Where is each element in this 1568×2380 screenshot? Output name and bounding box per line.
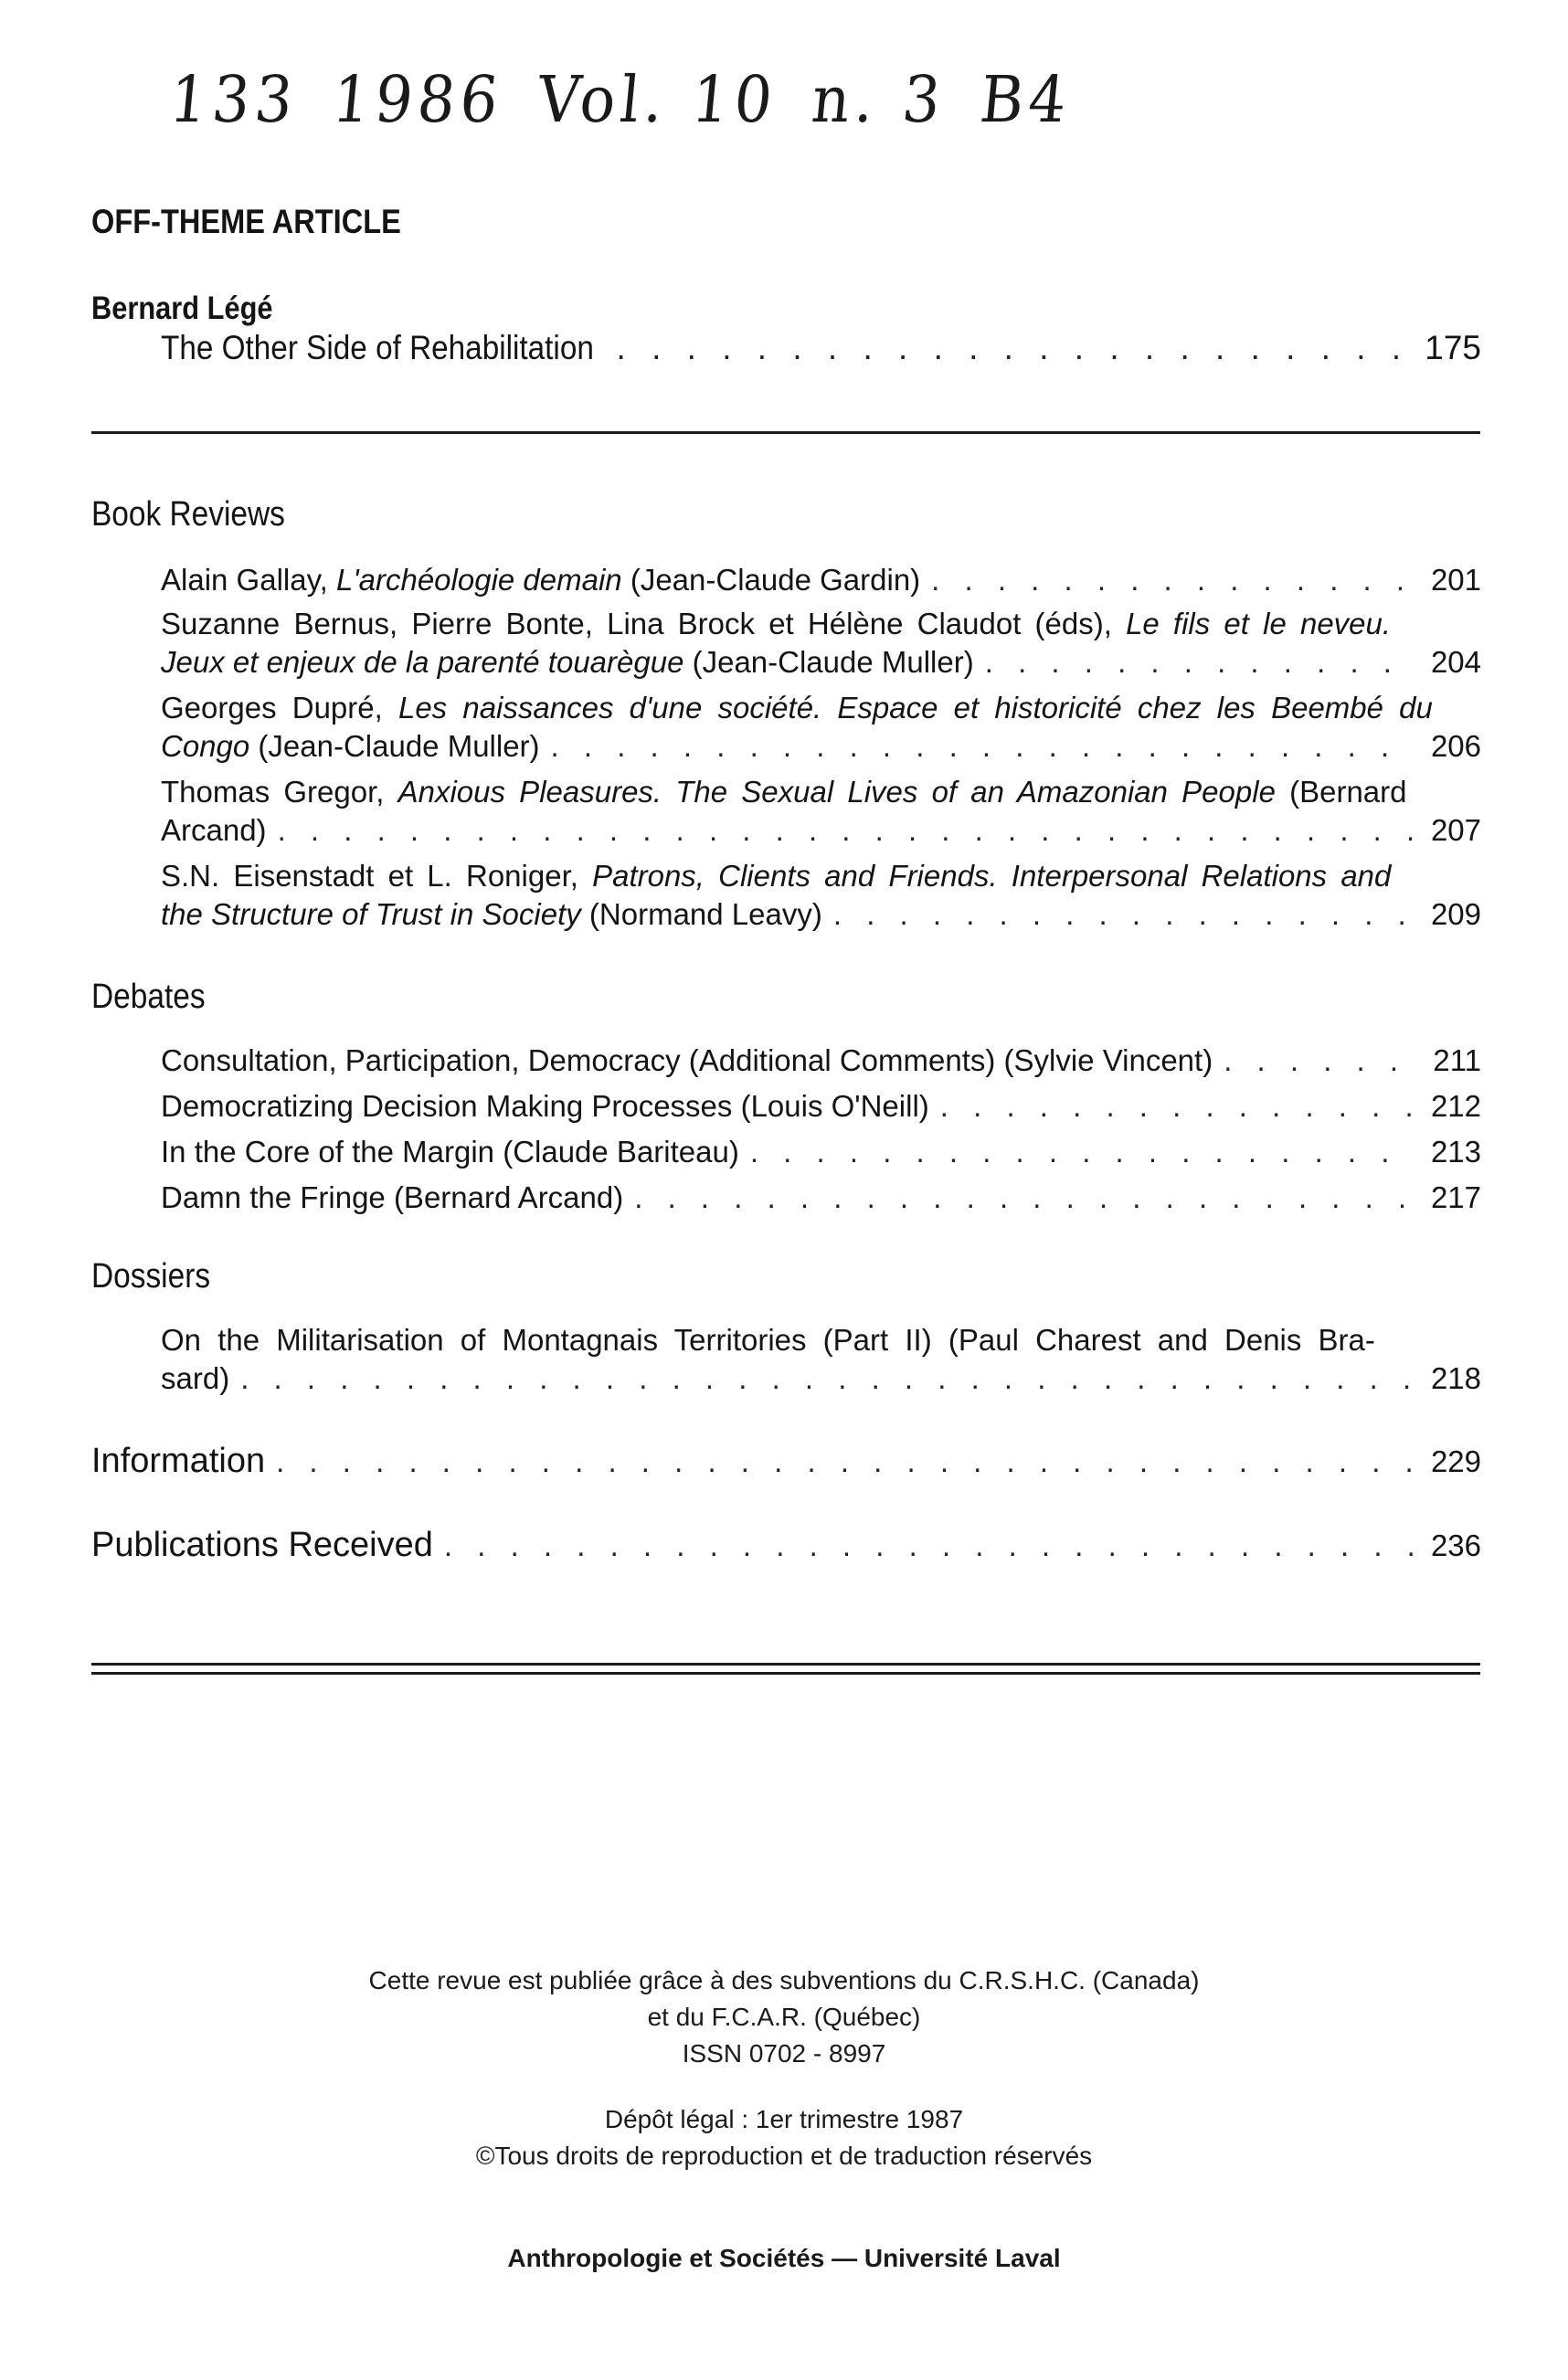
page-number: 204: [1430, 645, 1481, 679]
book-reviews-heading: Book Reviews: [91, 495, 285, 534]
review-reviewer: (Normand Leavy): [580, 897, 822, 931]
dossier-entry[interactable]: [161, 1321, 1481, 1398]
review-author: Georges Dupré,: [161, 691, 398, 725]
page-number: 211: [1433, 1043, 1481, 1077]
colophon-funding-2: et du F.C.A.R. (Québec): [647, 2003, 921, 2031]
publisher-name: Anthropologie et Sociétés — Université Laval: [507, 2244, 1061, 2272]
dossier-title: On the Militarisation of Montagnais Territories (Part II) (Paul Charest and Denis Bra-: [161, 1323, 1375, 1357]
dot-leader: [276, 1441, 1415, 1483]
dossiers-heading: Dossiers: [91, 1257, 211, 1296]
double-rule-top: [91, 1663, 1480, 1666]
dot-leader: [617, 329, 1413, 367]
off-theme-author: Bernard Légé: [91, 291, 273, 326]
handwritten-issue: n. 3: [808, 62, 949, 137]
debate-entry[interactable]: [161, 1042, 1481, 1080]
review-author: Suzanne Bernus, Pierre Bonte, Lina Brock et Hélène Claudot (éds),: [161, 607, 1127, 640]
debate-title: Democratizing Decision Making Processes (Louis O'Neill): [161, 1089, 929, 1123]
double-rule-bottom: [91, 1672, 1480, 1675]
review-book-title: Les naissances d'une société. Espace et historicité chez les Beembé du: [397, 691, 1433, 725]
dot-leader: [940, 1087, 1415, 1126]
review-reviewer: Arcand): [161, 813, 267, 847]
dot-leader: [444, 1525, 1415, 1567]
debate-entry[interactable]: [161, 1179, 1481, 1217]
page-number: 218: [1430, 1361, 1481, 1395]
review-author: Alain Gallay,: [161, 563, 336, 597]
information-heading: Information: [91, 1442, 266, 1480]
book-review-entry[interactable]: [161, 605, 1481, 682]
legal-deposit: [0, 2101, 1568, 2174]
review-book-title: Congo: [161, 729, 250, 763]
debate-entry[interactable]: [161, 1133, 1481, 1171]
dot-leader: [240, 1359, 1415, 1398]
handwritten-code: B4: [977, 62, 1075, 137]
review-reviewer: (Jean-Claude Gardin): [621, 563, 921, 597]
off-theme-title: The Other Side of Rehabilitation: [161, 329, 594, 366]
handwritten-note: [166, 62, 1110, 137]
book-review-entry[interactable]: [161, 857, 1481, 934]
book-review-entry[interactable]: [161, 773, 1481, 850]
review-reviewer: (Jean-Claude Muller): [683, 645, 974, 679]
publications-heading: Publications Received: [91, 1526, 433, 1564]
off-theme-heading: OFF-THEME ARTICLE: [91, 203, 401, 240]
book-review-entry[interactable]: [161, 689, 1481, 766]
handwritten-volume: Vol. 10: [534, 62, 781, 137]
handwritten-number: 133: [166, 62, 302, 137]
review-book-title: Patrons, Clients and Friends. Interpersonal Relations and: [592, 859, 1392, 893]
dot-leader: [278, 811, 1415, 850]
copyright-notice: ©Tous droits de reproduction et de traduction réservés: [475, 2142, 1093, 2170]
section-divider: [91, 431, 1480, 434]
dot-leader: [634, 1179, 1415, 1217]
debate-title: Consultation, Participation, Democracy (Additional Comments) (Sylvie Vincent): [161, 1043, 1213, 1077]
dot-leader: [750, 1133, 1415, 1171]
page-number: 213: [1430, 1135, 1481, 1169]
review-book-title: the Structure of Trust in Society: [161, 897, 581, 931]
review-book-title: Anxious Pleasures. The Sexual Lives of an Amazonian People: [397, 775, 1276, 809]
review-book-title: L'archéologie demain: [335, 563, 622, 597]
publications-entry[interactable]: [91, 1524, 1481, 1566]
book-review-entry[interactable]: [161, 561, 1481, 599]
page-number: 212: [1430, 1089, 1481, 1123]
page-number: 236: [1430, 1528, 1481, 1562]
review-book-title: Jeux et enjeux de la parenté touarègue: [161, 645, 684, 679]
page-number: 207: [1430, 813, 1481, 847]
page-number: 206: [1430, 729, 1481, 763]
dot-leader: [985, 643, 1415, 682]
information-entry[interactable]: [91, 1440, 1481, 1482]
debate-title: In the Core of the Margin (Claude Bariteau): [161, 1135, 739, 1169]
debate-entry[interactable]: [161, 1087, 1481, 1126]
colophon: [0, 1962, 1568, 2072]
colophon-funding: Cette revue est publiée grâce à des subventions du C.R.S.H.C. (Canada): [368, 1966, 1200, 1994]
dot-leader: [833, 895, 1415, 934]
page-number: 229: [1430, 1444, 1481, 1478]
dot-leader: [931, 561, 1415, 599]
legal-deposit-date: Dépôt légal : 1er trimestre 1987: [604, 2105, 964, 2133]
publisher-line: [0, 2240, 1568, 2277]
debates-heading: Debates: [91, 978, 206, 1016]
review-author: S.N. Eisenstadt et L. Roniger,: [161, 859, 593, 893]
dot-leader: [551, 727, 1415, 766]
handwritten-year: 1986: [329, 62, 507, 137]
debate-title: Damn the Fringe (Bernard Arcand): [161, 1180, 624, 1214]
review-reviewer: (Bernard: [1275, 775, 1407, 809]
review-reviewer: (Jean-Claude Muller): [249, 729, 540, 763]
dot-leader: [1224, 1042, 1415, 1080]
review-book-title: Le fils et le neveu.: [1126, 607, 1392, 640]
page-number: 201: [1430, 563, 1481, 597]
review-author: Thomas Gregor,: [161, 775, 398, 809]
page-number: 209: [1430, 897, 1481, 931]
off-theme-entry[interactable]: [161, 329, 1481, 367]
page-number: 175: [1425, 329, 1481, 366]
colophon-issn: ISSN 0702 - 8997: [682, 2039, 886, 2068]
page-number: 217: [1430, 1180, 1481, 1214]
dossier-title-continued: sard): [161, 1361, 230, 1395]
